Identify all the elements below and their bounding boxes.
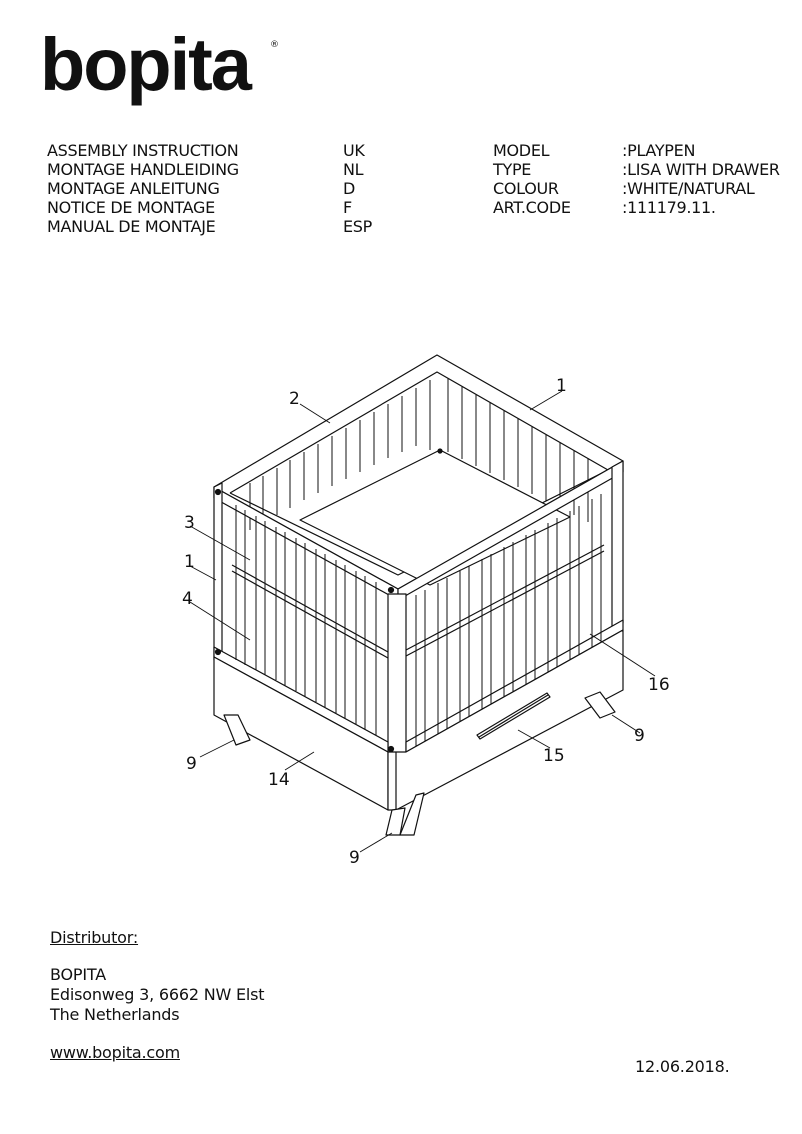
- spec-key-type: TYPE: [493, 160, 532, 179]
- title-esp: MANUAL DE MONTAJE: [47, 217, 216, 236]
- part-label-9-front: 9: [349, 848, 360, 868]
- lang-esp: ESP: [343, 217, 373, 236]
- part-label-14: 14: [268, 770, 290, 790]
- spec-key-colour: COLOUR: [493, 179, 559, 198]
- spec-value-model: :PLAYPEN: [622, 141, 696, 160]
- part-label-1-left: 1: [184, 552, 195, 572]
- website-link[interactable]: www.bopita.com: [50, 1043, 180, 1062]
- bopita-logo: bopita: [40, 23, 250, 106]
- part-label-1-right: 1: [556, 376, 567, 396]
- title-f: NOTICE DE MONTAGE: [47, 198, 215, 217]
- spec-value-type: :LISA WITH DRAWER: [622, 160, 780, 179]
- part-label-15: 15: [543, 746, 565, 766]
- lang-uk: UK: [343, 141, 365, 160]
- part-label-9-right: 9: [634, 726, 645, 746]
- part-label-2: 2: [289, 389, 300, 409]
- document-date: 12.06.2018.: [635, 1057, 730, 1076]
- part-label-16: 16: [648, 675, 670, 695]
- part-label-4: 4: [182, 589, 193, 609]
- registered-mark: ®: [270, 40, 279, 50]
- spec-value-artcode: :111179.11.: [622, 198, 716, 217]
- title-nl: MONTAGE HANDLEIDING: [47, 160, 239, 179]
- country: The Netherlands: [50, 1005, 180, 1024]
- street-address: Edisonweg 3, 6662 NW Elst: [50, 985, 265, 1004]
- distributor-label: Distributor:: [50, 928, 139, 947]
- company-name: BOPITA: [50, 965, 106, 984]
- title-uk: ASSEMBLY INSTRUCTION: [47, 141, 239, 160]
- spec-value-colour: :WHITE/NATURAL: [622, 179, 755, 198]
- spec-key-artcode: ART.CODE: [493, 198, 571, 217]
- title-d: MONTAGE ANLEITUNG: [47, 179, 220, 198]
- lang-f: F: [343, 198, 352, 217]
- distributor-address: [50, 965, 264, 1025]
- lang-d: D: [343, 179, 356, 198]
- spec-key-model: MODEL: [493, 141, 550, 160]
- part-label-3: 3: [184, 513, 195, 533]
- lang-nl: NL: [343, 160, 364, 179]
- part-label-9-left: 9: [186, 754, 197, 774]
